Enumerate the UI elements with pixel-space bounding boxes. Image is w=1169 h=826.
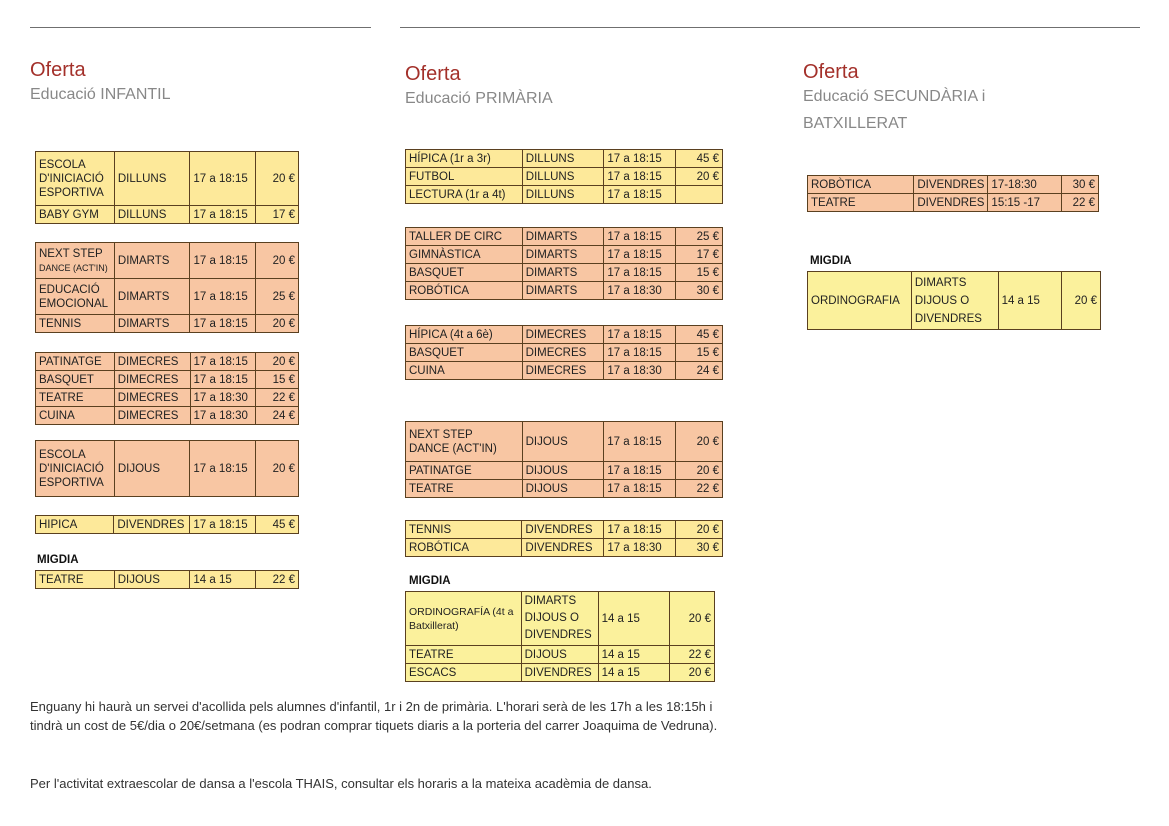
- activity-price: 20 €: [670, 592, 715, 646]
- activity-day: DIMARTS DIJOUS O DIVENDRES: [911, 272, 998, 330]
- activity-name: [36, 243, 115, 279]
- activity-price: 45 €: [676, 326, 723, 344]
- activity-name: PATINATGE: [36, 353, 115, 371]
- activity-name: BASQUET: [36, 371, 115, 389]
- table-row: [406, 246, 723, 264]
- activity-time: 14 a 15: [598, 646, 670, 664]
- activity-name: ROBÓTICA: [406, 282, 523, 300]
- activity-time: 17 a 18:15: [190, 315, 256, 333]
- activity-price: 30 €: [676, 282, 723, 300]
- activity-price: 24 €: [256, 407, 299, 425]
- primaria-friday-table: [405, 520, 723, 557]
- activity-day: DIVENDRES: [522, 521, 604, 539]
- table-row: [36, 353, 299, 371]
- activity-day: DIMECRES: [114, 371, 190, 389]
- activity-time: 14 a 15: [998, 272, 1062, 330]
- activity-name: PATINATGE: [406, 462, 523, 480]
- activity-name: HÍPICA (1r a 3r): [406, 150, 523, 168]
- table-row: [808, 194, 1099, 212]
- activity-price: 20 €: [676, 521, 723, 539]
- activity-day: DIVENDRES: [114, 516, 190, 534]
- activity-time: 17 a 18:15: [604, 228, 676, 246]
- activity-price: 22 €: [670, 646, 715, 664]
- acollida-note: Enguany hi haurà un servei d'acollida pels alumnes d'infantil, 1r i 2n de primària. L'horari serà de les 17h a les 18:15h i tindrà un cost de 5€/dia o 20€/setmana (es podran comprar tiquets diaris a la porteria del carrer Joaquima de Vedruna).: [30, 699, 718, 733]
- activity-time: 14 a 15: [190, 571, 256, 589]
- activity-day: DILLUNS: [114, 152, 190, 206]
- activity-time: 17 a 18:15: [604, 246, 676, 264]
- activity-price: 22 €: [676, 480, 723, 498]
- activity-name-line1: EDUCACIÓ: [39, 283, 100, 296]
- activity-day: DIJOUS: [522, 462, 604, 480]
- table-row: [406, 592, 715, 646]
- activity-day: DIVENDRES: [914, 176, 988, 194]
- activity-day: DIMECRES: [114, 389, 190, 407]
- activity-price: 22 €: [256, 571, 299, 589]
- activity-name-line1: NEXT STEP: [409, 428, 473, 441]
- activity-name: ORDINOGRAFIA: [808, 272, 912, 330]
- activity-time: 17 a 18:15: [604, 521, 676, 539]
- activity-price: 20 €: [676, 168, 723, 186]
- activity-day: DIMECRES: [522, 344, 604, 362]
- table-row: [36, 206, 299, 224]
- table-row: [406, 186, 723, 204]
- activity-name: [406, 422, 523, 462]
- activity-time: 17 a 18:15: [190, 371, 256, 389]
- activity-time: 17 a 18:30: [604, 539, 676, 557]
- activity-name: TEATRE: [406, 646, 522, 664]
- activity-name: [36, 279, 115, 315]
- activity-price: 17 €: [256, 206, 299, 224]
- activity-time: 17 a 18:15: [604, 264, 676, 282]
- activity-time: 17 a 18:15: [190, 206, 256, 224]
- activity-day: DIJOUS: [521, 646, 598, 664]
- activity-name: TEATRE: [36, 571, 115, 589]
- table-row: [36, 516, 299, 534]
- table-row: [36, 315, 299, 333]
- activity-time: 17-18:30: [988, 176, 1062, 194]
- activity-time: 17 a 18:30: [190, 407, 256, 425]
- activity-price: 30 €: [1062, 176, 1099, 194]
- activity-day: DILLUNS: [522, 150, 604, 168]
- secundaria-subtitle-line1: Educació SECUNDÀRIA i: [803, 88, 986, 105]
- table-row: [36, 571, 299, 589]
- activity-price: 15 €: [256, 371, 299, 389]
- activity-day: DIJOUS: [114, 441, 189, 497]
- activity-time: 15:15 -17: [988, 194, 1062, 212]
- activity-day: DIJOUS: [114, 571, 190, 589]
- activity-time: 17 a 18:15: [190, 516, 256, 534]
- activity-day: DIJOUS: [522, 480, 604, 498]
- activity-time: 17 a 18:15: [604, 344, 676, 362]
- activity-time: 17 a 18:30: [604, 282, 676, 300]
- activity-day: DIMECRES: [114, 353, 190, 371]
- activity-time: 17 a 18:30: [604, 362, 676, 380]
- activity-day: DIMECRES: [114, 407, 190, 425]
- activity-name: ROBÓTICA: [406, 539, 522, 557]
- activity-price: 17 €: [676, 246, 723, 264]
- primaria-subtitle: Educació PRIMÀRIA: [405, 90, 553, 107]
- activity-price: 15 €: [676, 264, 723, 282]
- secundaria-migdia-label: MIGDIA: [810, 255, 852, 267]
- table-row: [406, 646, 715, 664]
- activity-day: DIMARTS: [114, 279, 190, 315]
- activity-name: ESCACS: [406, 664, 522, 682]
- primaria-tuesday-table: [405, 227, 723, 300]
- primaria-wednesday-table: [405, 325, 723, 380]
- activity-day: DIMARTS: [522, 246, 604, 264]
- activity-price: 20 €: [1062, 272, 1101, 330]
- primaria-header: [405, 63, 553, 112]
- secundaria-migdia-table: [807, 271, 1101, 330]
- activity-name: CUINA: [406, 362, 523, 380]
- activity-day: DIMECRES: [522, 326, 604, 344]
- activity-name: TEATRE: [36, 389, 115, 407]
- table-row: [808, 272, 1101, 330]
- activity-day: DIMARTS: [522, 228, 604, 246]
- infantil-friday-table: [35, 515, 299, 534]
- activity-price: [676, 186, 723, 204]
- activity-price: 20 €: [670, 664, 715, 682]
- table-row: [36, 152, 299, 206]
- activity-name: TENNIS: [406, 521, 522, 539]
- infantil-migdia-label: MIGDIA: [37, 554, 79, 566]
- table-row: [406, 521, 723, 539]
- activity-name-line1: NEXT STEP: [39, 247, 103, 260]
- activity-time: 14 a 15: [598, 664, 670, 682]
- activity-name: BABY GYM: [36, 206, 115, 224]
- activity-name: LECTURA (1r a 4t): [406, 186, 523, 204]
- activity-name: HIPICA: [36, 516, 114, 534]
- activity-price: 20 €: [676, 422, 723, 462]
- dansa-note: Per l'activitat extraescolar de dansa a l'escola THAIS, consultar els horaris a la mateixa acadèmia de dansa.: [30, 776, 652, 791]
- activity-day: DIVENDRES: [914, 194, 988, 212]
- activity-time: 17 a 18:15: [190, 441, 256, 497]
- activity-price: 20 €: [256, 243, 299, 279]
- activity-day: DILLUNS: [522, 168, 604, 186]
- secundaria-header: [803, 61, 985, 137]
- activity-price: 45 €: [676, 150, 723, 168]
- activity-day: DIMARTS: [522, 282, 604, 300]
- table-row: [406, 480, 723, 498]
- table-row: [406, 664, 715, 682]
- activity-price: 22 €: [1062, 194, 1099, 212]
- activity-time: 17 a 18:15: [604, 150, 676, 168]
- activity-time: 17 a 18:15: [604, 168, 676, 186]
- table-row: [406, 150, 723, 168]
- table-row: [36, 371, 299, 389]
- activity-price: 20 €: [676, 462, 723, 480]
- activity-name: ROBÒTICA: [808, 176, 914, 194]
- table-row: [406, 168, 723, 186]
- primaria-monday-table: [405, 149, 723, 204]
- activity-name-line2: EMOCIONAL: [39, 297, 109, 310]
- activity-name: ESCOLA D'INICIACIÓ ESPORTIVA: [36, 152, 115, 206]
- infantil-wednesday-table: [35, 352, 299, 425]
- primaria-migdia-table: [405, 591, 715, 682]
- table-row: [406, 422, 723, 462]
- secundaria-friday-table: [807, 175, 1099, 212]
- top-rule-right: [400, 27, 1140, 28]
- activity-name-line2: DANCE (ACT'IN): [409, 442, 497, 455]
- activity-day: DIVENDRES: [521, 664, 598, 682]
- table-row: [406, 228, 723, 246]
- infantil-tuesday-table: [35, 242, 299, 333]
- activity-day: DIMARTS: [114, 315, 190, 333]
- activity-price: 24 €: [676, 362, 723, 380]
- table-row: [406, 344, 723, 362]
- infantil-migdia-table: [35, 570, 299, 589]
- activity-day: DIJOUS: [522, 422, 604, 462]
- activity-day: DIMARTS DIJOUS O DIVENDRES: [521, 592, 598, 646]
- activity-time: 17 a 18:15: [190, 152, 256, 206]
- activity-name: TENNIS: [36, 315, 115, 333]
- table-row: [36, 279, 299, 315]
- activity-price: 25 €: [676, 228, 723, 246]
- table-row: [406, 362, 723, 380]
- activity-time: 14 a 15: [598, 592, 670, 646]
- activity-name-line2: DANCE (ACT'IN): [39, 262, 108, 273]
- activity-time: 17 a 18:15: [604, 326, 676, 344]
- activity-day: DILLUNS: [522, 186, 604, 204]
- infantil-thursday-table: [35, 440, 299, 497]
- activity-price: 20 €: [256, 353, 299, 371]
- activity-price: 15 €: [676, 344, 723, 362]
- activity-day: DIMARTS: [522, 264, 604, 282]
- activity-price: 30 €: [676, 539, 723, 557]
- activity-price: 20 €: [256, 152, 299, 206]
- activity-time: 17 a 18:15: [604, 462, 676, 480]
- activity-name: ESCOLA D'INICIACIÓ ESPORTIVA: [36, 441, 115, 497]
- activity-name: TEATRE: [406, 480, 523, 498]
- activity-price: 20 €: [256, 441, 299, 497]
- table-row: [36, 389, 299, 407]
- activity-name: CUINA: [36, 407, 115, 425]
- activity-price: 22 €: [256, 389, 299, 407]
- activity-name: HÍPICA (4t a 6è): [406, 326, 523, 344]
- activity-name: FUTBOL: [406, 168, 523, 186]
- activity-time: 17 a 18:15: [604, 480, 676, 498]
- primaria-migdia-label: MIGDIA: [409, 575, 451, 587]
- activity-time: 17 a 18:15: [604, 186, 676, 204]
- activity-day: DIMECRES: [522, 362, 604, 380]
- table-row: [406, 539, 723, 557]
- activity-name: BASQUET: [406, 344, 523, 362]
- activity-time: 17 a 18:15: [190, 279, 256, 315]
- activity-time: 17 a 18:15: [604, 422, 676, 462]
- activity-day: DIMARTS: [114, 243, 190, 279]
- activity-day: DIVENDRES: [522, 539, 604, 557]
- activity-name: TEATRE: [808, 194, 914, 212]
- table-row: [406, 326, 723, 344]
- table-row: [406, 282, 723, 300]
- table-row: [808, 176, 1099, 194]
- activity-time: 17 a 18:15: [190, 353, 256, 371]
- activity-name: BASQUET: [406, 264, 523, 282]
- activity-price: 45 €: [256, 516, 299, 534]
- table-row: [36, 243, 299, 279]
- table-row: [36, 441, 299, 497]
- activity-day: DILLUNS: [114, 206, 190, 224]
- activity-name: TALLER DE CIRC: [406, 228, 523, 246]
- activity-price: 25 €: [256, 279, 299, 315]
- infantil-header: [30, 59, 171, 108]
- primaria-thursday-table: [405, 421, 723, 498]
- table-row: [406, 462, 723, 480]
- activity-price: 20 €: [256, 315, 299, 333]
- activity-name: GIMNÀSTICA: [406, 246, 523, 264]
- infantil-monday-table: [35, 151, 299, 224]
- secundaria-subtitle-line2: BATXILLERAT: [803, 115, 908, 132]
- activity-time: 17 a 18:15: [190, 243, 256, 279]
- infantil-subtitle: Educació INFANTIL: [30, 86, 171, 103]
- primaria-title: Oferta: [405, 63, 461, 85]
- secundaria-title: Oferta: [803, 61, 859, 83]
- infantil-title: Oferta: [30, 59, 86, 81]
- top-rule-left: [30, 27, 371, 28]
- table-row: [36, 407, 299, 425]
- activity-time: 17 a 18:30: [190, 389, 256, 407]
- table-row: [406, 264, 723, 282]
- activity-name: ORDINOGRAFÍA (4t a Batxillerat): [406, 592, 522, 646]
